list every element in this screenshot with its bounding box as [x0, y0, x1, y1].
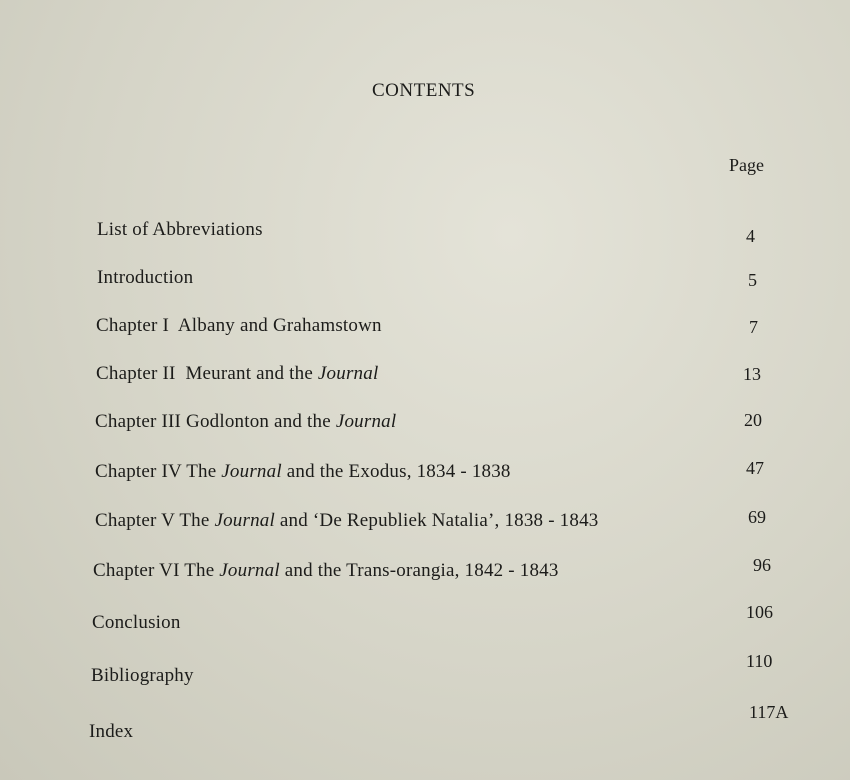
toc-entry-title: [96, 363, 378, 385]
toc-entry-page: 106: [746, 602, 773, 622]
toc-entry-text: Chapter VI The: [93, 560, 220, 581]
toc-entry-title: [92, 612, 181, 634]
toc-entry-page: 4: [746, 226, 755, 246]
toc-entry-page: 47: [746, 458, 764, 478]
toc-entry-page: 69: [748, 507, 766, 527]
toc-entry-italic-text: Journal: [317, 363, 379, 384]
page-column-label: Page: [729, 155, 764, 175]
toc-entry-text: Chapter I Albany and Grahamstown: [96, 315, 382, 336]
toc-entry-text: Chapter II Meurant and the: [96, 363, 318, 384]
toc-entry-page: 13: [743, 364, 761, 384]
toc-entry-text: Introduction: [97, 267, 194, 288]
toc-entry-page: 96: [753, 555, 771, 575]
toc-entry-italic-text: Journal: [214, 510, 275, 531]
toc-entry-title: [96, 315, 382, 337]
toc-entry-text: List of Abbreviations: [97, 219, 263, 240]
toc-entry-title: [91, 665, 194, 687]
toc-entry-text: and the Trans-orangia, 1842 - 1843: [279, 560, 559, 581]
toc-entry-italic-text: Journal: [221, 461, 282, 482]
toc-entry-title: [93, 560, 559, 582]
toc-entry-page: 117A: [749, 702, 789, 722]
toc-entry-text: Bibliography: [91, 665, 194, 686]
toc-entry-title: [89, 721, 133, 743]
toc-entry-italic-text: Journal: [335, 411, 397, 432]
toc-entry-page: 7: [749, 317, 758, 337]
toc-entry-page: 20: [744, 410, 762, 430]
toc-entry-text: Conclusion: [92, 612, 181, 633]
toc-entry-title: [95, 411, 396, 433]
toc-entry-text: Chapter III Godlonton and the: [95, 411, 336, 432]
toc-entry-italic-text: Journal: [219, 560, 280, 581]
toc-entry-page: 5: [748, 270, 757, 290]
toc-entry-title: [97, 267, 193, 289]
toc-entry-text: and the Exodus, 1834 - 1838: [281, 461, 511, 482]
toc-entry-text: Chapter V The: [95, 510, 215, 531]
toc-entry-text: and ‘De Republiek Natalia’, 1838 - 1843: [274, 510, 599, 531]
toc-entry-title: [95, 461, 511, 483]
toc-entry-title: [97, 219, 263, 241]
toc-entry-title: [95, 510, 598, 532]
toc-entry-text: Chapter IV The: [95, 461, 222, 482]
toc-entry-page: 110: [746, 651, 773, 671]
toc-entry-text: Index: [89, 721, 134, 742]
page-title: CONTENTS: [372, 80, 476, 101]
